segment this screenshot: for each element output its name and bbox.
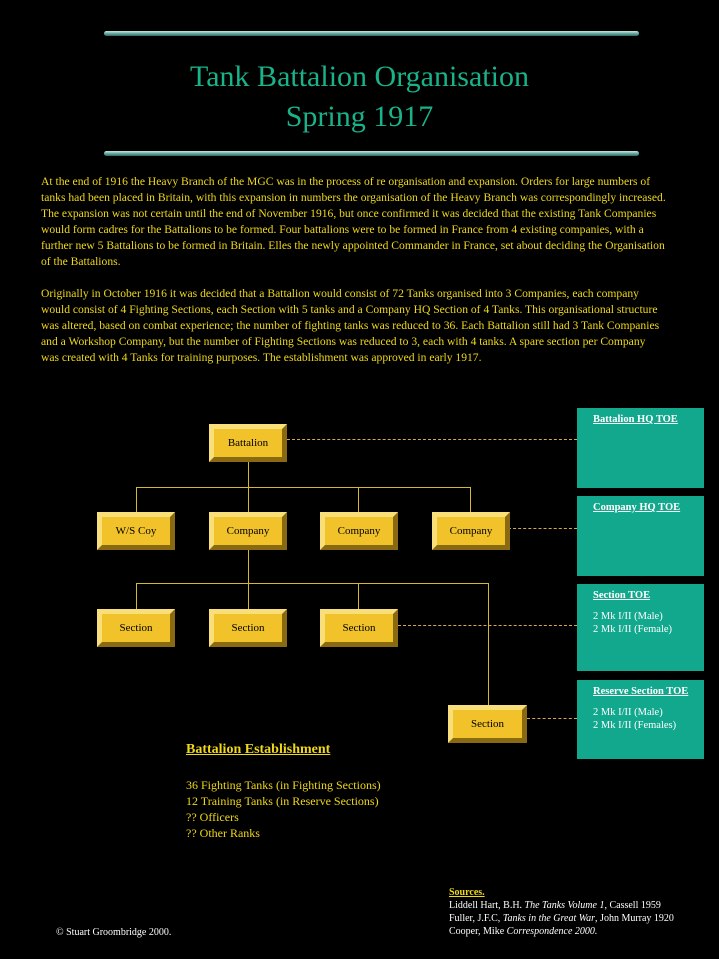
source-3-title: Correspondence 2000. <box>506 926 598 937</box>
reserve-toe-heading[interactable]: Reserve Section TOE <box>593 686 689 697</box>
connector-section1 <box>136 583 137 610</box>
connector-section2 <box>248 583 249 610</box>
reserve-toe-line-2: 2 Mk I/II (Females) <box>593 720 677 731</box>
connector-company-down <box>248 549 249 584</box>
link-section-toe <box>398 625 577 626</box>
source-1-title: The Tanks Volume 1 <box>524 900 605 911</box>
copyright: © Stuart Groombridge 2000. <box>56 927 172 938</box>
source-1-author: Liddell Hart, B.H. <box>449 900 525 911</box>
connector-section-bar <box>136 583 489 584</box>
company-box-2: Company <box>320 512 398 550</box>
battalion-hq-toe-panel <box>577 408 704 488</box>
source-3 <box>449 925 714 938</box>
sources-heading: Sources. <box>449 887 485 898</box>
intro-paragraph-2: Originally in October 1916 it was decided that a Battalion would consist of 72 Tanks organised into 3 Companies, each company would consist of 4 Fighting Sections, each Section with 5 tanks and a Company HQ Section of 4 Tanks. This organisational structure was altered, based on combat experience; the number of fighting tanks was reduced to 36. Each Battalion still had 3 Tank Companies and a Workshop Company, but the number of Fighting Sections was reduced to 3, each with 4 tanks. A spare section per Company was created with 4 Tanks for training purposes. The establishment was approved in early 1917. <box>41 287 660 364</box>
establishment-item: 12 Training Tanks (in Reserve Sections) <box>186 794 379 808</box>
reserve-section-box: Section <box>448 705 527 743</box>
establishment-item: ?? Officers <box>186 810 239 824</box>
connector-ws <box>136 487 137 514</box>
source-2-author: Fuller, J.F.C, <box>449 913 503 924</box>
connector-battalion-down <box>248 458 249 488</box>
link-battalion-toe <box>287 439 577 440</box>
source-2-title: Tanks in the Great War <box>502 913 596 924</box>
source-3-author: Cooper, Mike <box>449 926 507 937</box>
intro-paragraph-1: At the end of 1916 the Heavy Branch of the MGC was in the process of re organisation and expansion. Orders for large numbers of tanks had been placed in Britain, with this expansion in numbers the organisation of the Heavy Branch was correspondingly increased. The expansion was not certain until the end of November 1916, but once confirmed it was decided that the existing Tank Companies would form cadres for the Battalions to be formed. Four battalions were to be formed in France from 4 existing companies, with a further new 5 Battalions to be formed in Britain. Elles the newly appointed Commander in France, set about deciding the Organisation of the Battalions. <box>41 175 666 268</box>
establishment-item: 36 Fighting Tanks (in Fighting Sections) <box>186 778 381 792</box>
top-rule <box>104 31 639 36</box>
company-box-1: Company <box>209 512 287 550</box>
establishment-item: ?? Other Ranks <box>186 826 260 840</box>
source-1 <box>449 899 714 912</box>
section-toe-panel <box>577 584 704 671</box>
company-hq-toe-panel <box>577 496 704 576</box>
connector-reserve <box>488 583 489 706</box>
link-reserve-toe <box>527 718 577 719</box>
company-hq-toe-heading[interactable]: Company HQ TOE <box>593 502 681 513</box>
connector-section3 <box>358 583 359 610</box>
section-box-2: Section <box>209 609 287 647</box>
connector-company1 <box>248 487 249 514</box>
bottom-rule <box>104 151 639 156</box>
page-title: Tank Battalion Organisation <box>190 60 529 93</box>
connector-company-bar <box>136 487 471 488</box>
section-box-3: Section <box>320 609 398 647</box>
link-company-toe <box>508 528 577 529</box>
section-toe-line-1: 2 Mk I/II (Male) <box>593 611 663 622</box>
establishment-list <box>186 777 381 841</box>
source-2 <box>449 912 714 925</box>
source-2-publisher: , John Murray 1920 <box>595 913 674 924</box>
battalion-hq-toe-heading[interactable]: Battalion HQ TOE <box>593 414 678 425</box>
connector-company3 <box>470 487 471 514</box>
source-1-publisher: , Cassell 1959 <box>604 900 661 911</box>
battalion-box: Battalion <box>209 424 287 462</box>
page-subtitle: Spring 1917 <box>285 100 434 133</box>
section-toe-heading[interactable]: Section TOE <box>593 590 651 601</box>
section-box-1: Section <box>97 609 175 647</box>
company-box-3: Company <box>432 512 510 550</box>
connector-company2 <box>358 487 359 514</box>
reserve-toe-panel <box>577 680 704 759</box>
sources-block <box>449 886 714 938</box>
section-toe-line-2: 2 Mk I/II (Female) <box>593 624 673 635</box>
ws-coy-box: W/S Coy <box>97 512 175 550</box>
reserve-toe-line-1: 2 Mk I/II (Male) <box>593 707 663 718</box>
establishment-heading: Battalion Establishment <box>186 742 331 757</box>
